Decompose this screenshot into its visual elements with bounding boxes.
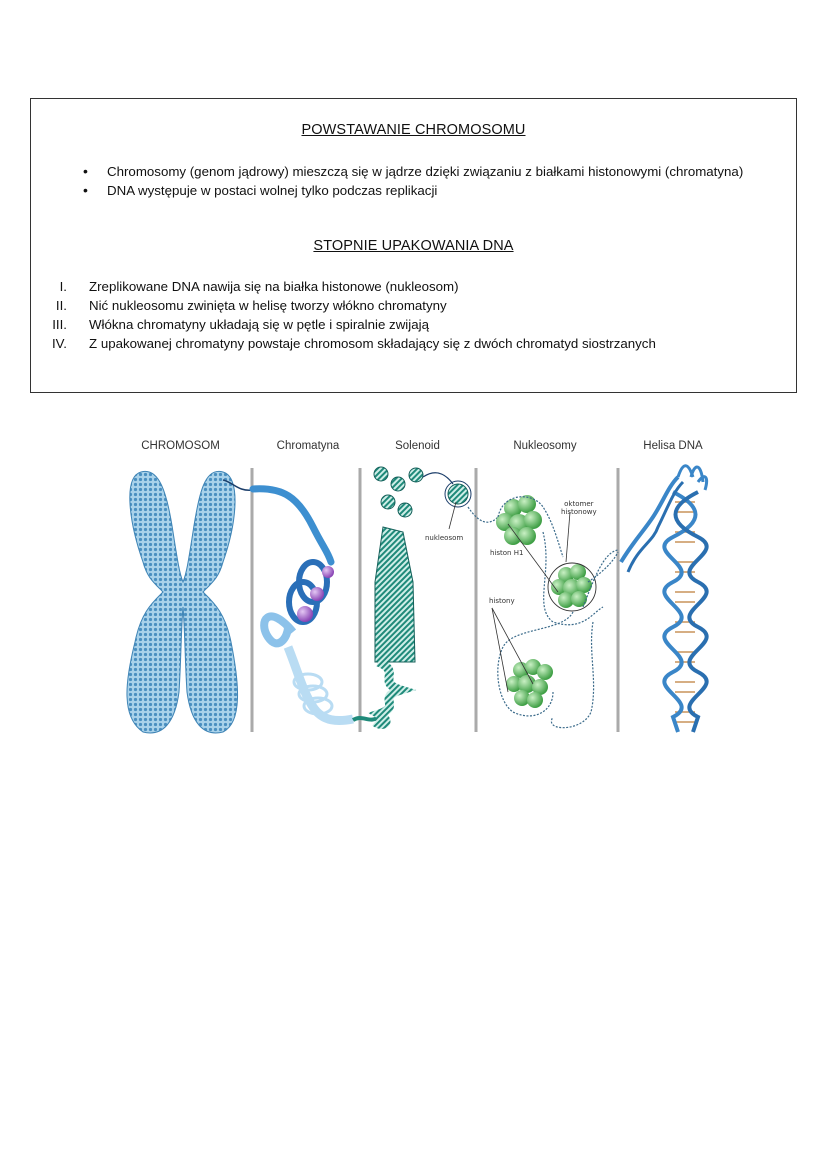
section-title-dna-packing: STOPNIE UPAKOWANIA DNA xyxy=(313,238,514,254)
histone-octamer-3 xyxy=(506,659,553,708)
step-number: I. xyxy=(59,279,67,294)
figure-illustration xyxy=(113,432,730,738)
panel-title-chromosome: CHROMOSOM xyxy=(141,440,220,452)
histone-octamer-1 xyxy=(496,495,542,545)
nucleosome-shapes xyxy=(492,495,618,728)
section-title-chromosome-formation: POWSTAWANIE CHROMOSOMU xyxy=(301,122,526,138)
label-nucleosome: nukleosom xyxy=(425,534,464,542)
panel-title-nucleosomes: Nukleosomy xyxy=(513,440,577,452)
dna-helix-shape xyxy=(621,466,707,732)
chromosome-shape xyxy=(127,471,253,733)
step-text: Włókna chromatyny układają się w pętle i spiralnie zwijają xyxy=(89,317,429,332)
step-item xyxy=(31,277,656,296)
step-text: Zreplikowane DNA nawija się na białka histonowe (nukleosom) xyxy=(89,279,459,294)
label-histone-h1: histon H1 xyxy=(490,549,524,557)
label-octamer-line1: oktomer xyxy=(564,500,594,508)
step-number: IV. xyxy=(51,336,67,351)
text-box xyxy=(30,98,797,393)
panel-title-solenoid: Solenoid xyxy=(395,440,440,452)
panel-title-dna-helix: Helisa DNA xyxy=(643,440,703,452)
label-octamer-line2: histonowy xyxy=(561,508,597,516)
label-histone-octamer xyxy=(561,500,597,516)
label-histones: histony xyxy=(489,597,515,605)
step-item xyxy=(31,334,656,353)
step-item xyxy=(31,315,656,334)
step-text: Nić nukleosomu zwinięta w helisę tworzy włókno chromatyny xyxy=(89,298,447,313)
dna-packing-figure xyxy=(113,432,730,738)
bullet-item: • Chromosomy (genom jądrowy) mieszczą się w jądrze dzięki związaniu z białkami histonowymi (chromatyna) xyxy=(83,162,743,181)
bullet-list xyxy=(83,162,743,200)
step-number: II. xyxy=(55,298,67,313)
histone-octamer-2 xyxy=(548,563,596,611)
chromatin-shape xyxy=(253,489,353,721)
step-text: Z upakowanej chromatyny powstaje chromosom składający się z dwóch chromatyd siostrzanych xyxy=(89,336,656,351)
bullet-item: • DNA występuje w postaci wolnej tylko podczas replikacji xyxy=(83,181,743,200)
solenoid-shape xyxy=(353,467,471,724)
step-number: III. xyxy=(52,317,67,332)
step-item xyxy=(31,296,656,315)
panel-title-chromatin: Chromatyna xyxy=(276,440,340,452)
packing-steps-list xyxy=(31,277,656,353)
